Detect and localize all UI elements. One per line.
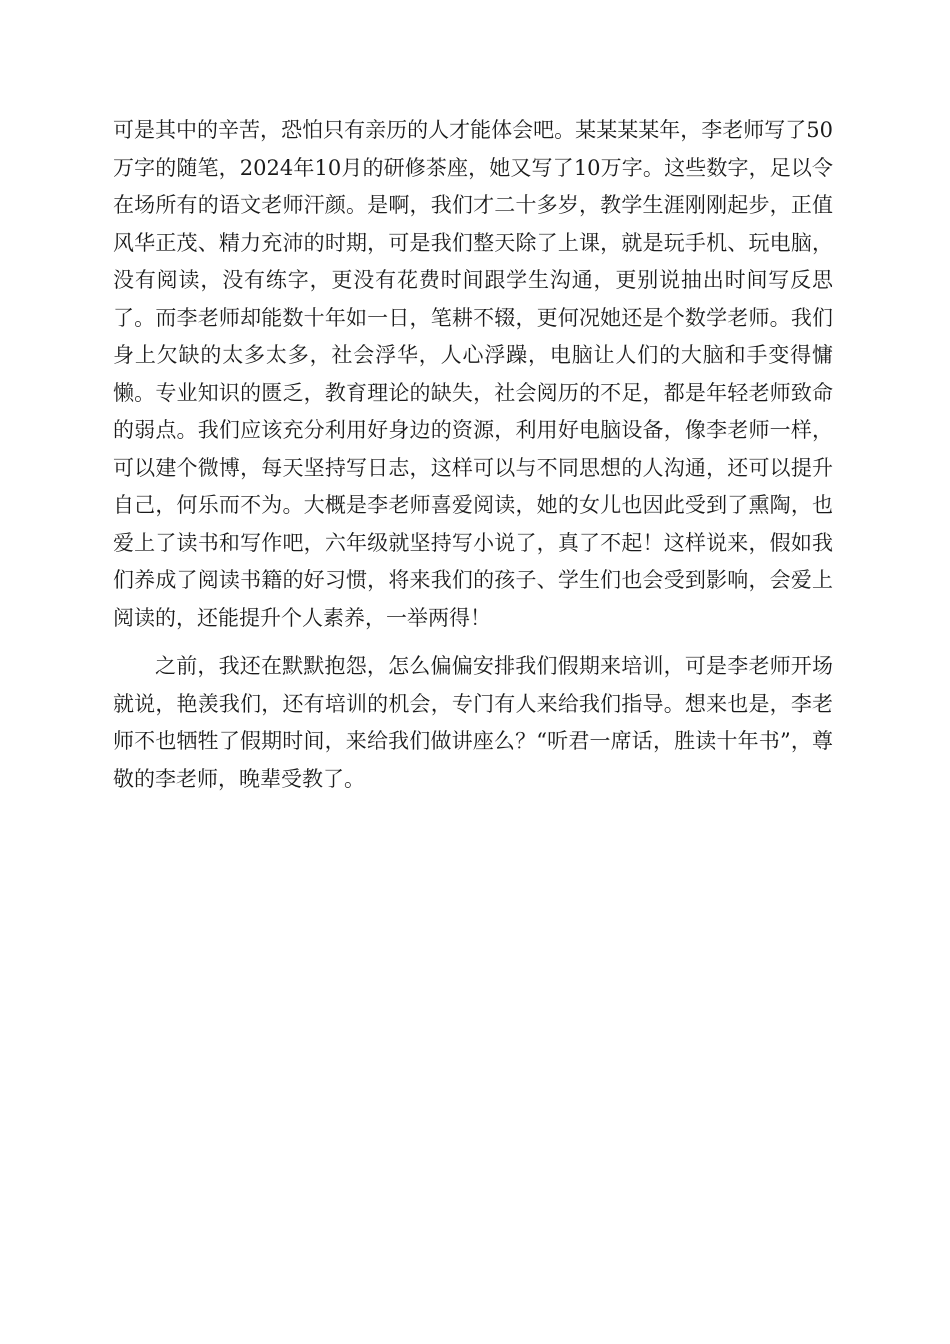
paragraph-2: 之前，我还在默默抱怨，怎么偏偏安排我们假期来培训，可是李老师开场就说，艳羡我们，还有培训的机会，专门有人来给我们指导。想来也是，李老师不也牺牲了假期时间，来给我们做讲座么？“听君一席话，胜读十年书”，尊敬的李老师，晚辈受教了。	[113, 654, 833, 791]
document-body	[113, 112, 833, 798]
paragraph-1: 可是其中的辛苦，恐怕只有亲历的人才能体会吧。某某某某年，李老师写了50万字的随笔，2024年10月的研修茶座，她又写了10万字。这些数字，足以令在场所有的语文老师汗颜。是啊，我们才二十多岁，教学生涯刚刚起步，正值风华正茂、精力充沛的时期，可是我们整天除了上课，就是玩手机、玩电脑，没有阅读，没有练字，更没有花费时间跟学生沟通，更别说抽出时间写反思了。而李老师却能数十年如一日，笔耕不辍，更何况她还是个数学老师。我们身上欠缺的太多太多，社会浮华，人心浮躁，电脑让人们的大脑和手变得慵懒。专业知识的匮乏，教育理论的缺失，社会阅历的不足，都是年轻老师致命的弱点。我们应该充分利用好身边的资源，利用好电脑设备，像李老师一样，可以建个微博，每天坚持写日志，这样可以与不同思想的人沟通，还可以提升自己，何乐而不为。大概是李老师喜爱阅读，她的女儿也因此受到了熏陶，也爱上了读书和写作吧，六年级就坚持写小说了，真了不起！这样说来，假如我们养成了阅读书籍的好习惯，将来我们的孩子、学生们也会受到影响，会爱上阅读的，还能提升个人素养，一举两得！	[113, 118, 833, 630]
